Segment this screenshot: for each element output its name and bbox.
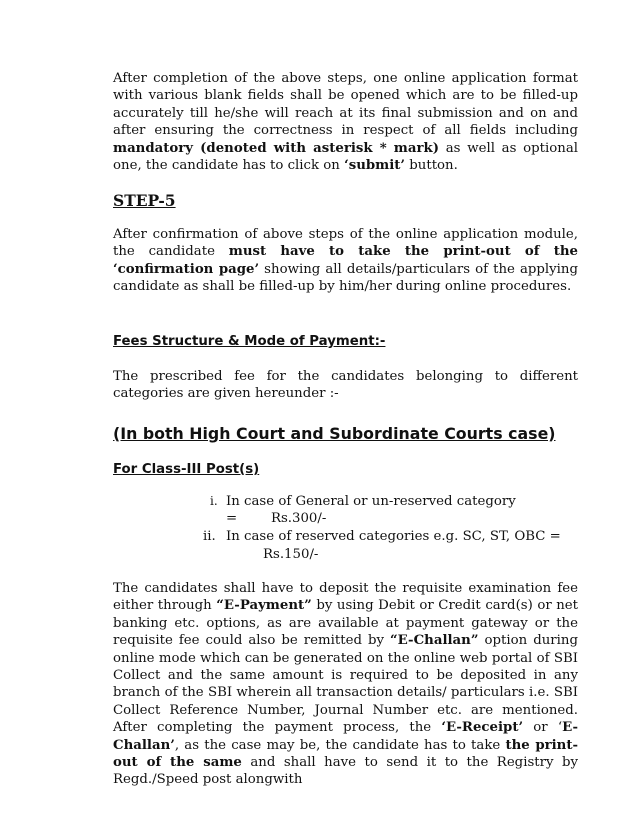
bold-print-out: must have to take the print-out of the ‘confirmation page’ bbox=[113, 244, 578, 277]
text-run: After confirmation of above steps of the online application module, the candidate bbox=[113, 227, 578, 260]
bold-print-out-same: the print-out of the same bbox=[113, 737, 578, 771]
text-run: as well as optional one, the candidate has to click on bbox=[113, 140, 579, 174]
text-run: The candidates shall have to deposit the requisite examination fee either through bbox=[113, 581, 578, 614]
paragraph-prescribed-fee: The prescribed fee for the candidates belonging to different categories are given hereunder :- bbox=[113, 369, 578, 402]
text-run: , as the case may be, the candidate has to take bbox=[174, 737, 506, 753]
list-item-reserved: In case of reserved categories e.g. SC, ST, OBC = bbox=[226, 529, 561, 544]
heading-class-iii: For Class-III Post(s) bbox=[113, 462, 260, 477]
text-run: and shall have to send it to the Registry by Regd./Speed post alongwith bbox=[113, 755, 578, 788]
bold-mandatory-note: mandatory (denoted with asterisk * mark) bbox=[113, 140, 440, 156]
paragraph-online-application bbox=[113, 70, 578, 174]
bold-e-receipt: ‘E-Receipt’ bbox=[441, 720, 524, 736]
text-run: or ‘ bbox=[523, 720, 563, 736]
text-run: After completion of the above steps, one online application format with various blank fields shall be opened which are to be filled-up accurately till he/she will reach at its final submission and on and after ensuring the correctness in respect of all fields including bbox=[113, 71, 578, 139]
text-run: option during online mode which can be generated on the online web portal of SBI Collect and the same amount is required to be deposited in any branch of the SBI wherein all transaction details/ particulars i.e. SBI Collect Reference Number, Journal Number etc. are mentioned. After completing the payment process, the bbox=[113, 633, 578, 736]
paragraph-confirmation bbox=[113, 226, 578, 296]
heading-step-5: STEP-5 bbox=[113, 191, 176, 210]
bold-submit: ‘submit’ bbox=[344, 158, 406, 174]
bold-e-challan: “E-Challan” bbox=[390, 633, 479, 649]
heading-courts-case: (In both High Court and Subordinate Courts case) bbox=[113, 424, 556, 443]
list-item-number: ii. bbox=[203, 529, 216, 544]
heading-fees-structure: Fees Structure & Mode of Payment:- bbox=[113, 334, 386, 349]
paragraph-payment-mode bbox=[113, 580, 578, 789]
list-item-general: In case of General or un-reserved category bbox=[226, 494, 516, 509]
bold-e-payment: “E-Payment” bbox=[216, 598, 312, 614]
bold-e-challan-2: E-Challan’ bbox=[113, 720, 578, 753]
list-item-number: i. bbox=[210, 494, 218, 508]
list-item-general-fee: = Rs.300/- bbox=[226, 511, 327, 526]
list-item-reserved-fee: Rs.150/- bbox=[263, 547, 319, 562]
text-run: button. bbox=[405, 158, 458, 174]
text-run: by using Debit or Credit card(s) or net banking etc. options, as are available at payment gateway or the requisite fee could also be remitted by bbox=[113, 598, 578, 649]
text-run: showing all details/particulars of the applying candidate as shall be filled-up by him/her during online procedures. bbox=[113, 261, 579, 295]
